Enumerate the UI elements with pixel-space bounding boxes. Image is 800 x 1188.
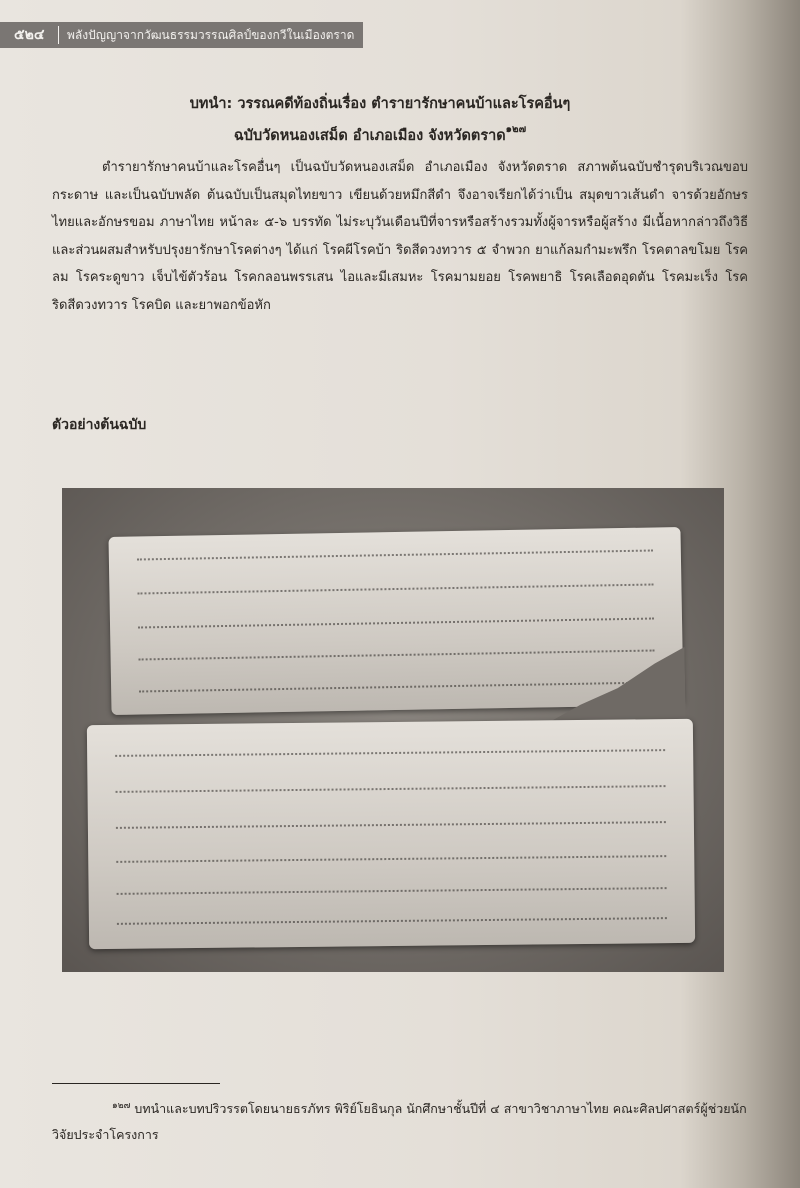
- footnote-text: [52, 1093, 748, 1148]
- page-number: ๕๒๔: [14, 27, 45, 43]
- title-line-2: [130, 117, 630, 149]
- footnote: [52, 1093, 748, 1148]
- script-line: [117, 887, 667, 897]
- torn-edge: [535, 647, 686, 730]
- manuscript-leaf-top: [108, 527, 683, 715]
- header-divider: [58, 26, 59, 44]
- script-line: [137, 584, 653, 597]
- script-line: [116, 821, 666, 831]
- script-line: [138, 617, 654, 630]
- footnote-rule: [52, 1083, 220, 1084]
- body-text: [52, 154, 748, 320]
- intro-paragraph: ตำรายารักษาคนบ้าและโรคอื่นๆ เป็นฉบับวัดหนองเสม็ด อำเภอเมือง จังหวัดตราด สภาพต้นฉบับชำรุดบริเวณขอบกระดาษ และเป็นฉบับพลัด ต้นฉบับเป็นสมุดไทยขาว เขียนด้วยหมึกสีดำ จึงอาจเรียกได้ว่าเป็น สมุดขาวเส้นดำ จารด้วยอักษรไทยและอักษรขอม ภาษาไทย หน้าละ ๕-๖ บรรทัด ไม่ระบุวันเดือนปีที่จารหรือสร้างรวมทั้งผู้จารหรือผู้สร้าง มีเนื้อหากล่าวถึงวิธีและส่วนผสมสำหรับปรุงยารักษาโรคต่างๆ ได้แก่ โรคผีโรคบ้า ริดสีดวงทวาร ๕ จำพวก ยาแก้ลมกำมะพรึก โรคตาลขโมย โรคลม โรคระดูขาว เจ็บไข้ตัวร้อน โรคกลอนพรรเสน ไอและมีเสมหะ โรคมามยอย โรคพยาธิ โรคเลือดอุดตัน โรคมะเร็ง โรคริดสีดวงทวาร โรคบิด และยาพอกข้อหัก: [52, 160, 748, 313]
- script-line: [116, 855, 666, 865]
- script-line: [139, 681, 655, 694]
- running-title: พลังปัญญาจากวัฒนธรรมวรรณศิลป์ของกวีในเมืองตราด: [67, 27, 355, 42]
- script-line: [115, 749, 665, 759]
- title-line-2-text: ฉบับวัดหนองเสม็ด อำเภอเมือง จังหวัดตราด: [233, 128, 506, 144]
- script-line: [117, 917, 667, 927]
- chapter-title: [130, 92, 630, 149]
- script-line: [137, 550, 653, 563]
- title-footnote-ref: ๑๒๗: [505, 124, 527, 135]
- running-header: [0, 22, 363, 48]
- title-line-1: บทนำ: วรรณคดีท้องถิ่นเรื่อง ตำรายารักษาคนบ้าและโรคอื่นๆ: [189, 96, 571, 112]
- manuscript-leaf-bottom: [87, 719, 695, 949]
- section-heading: ตัวอย่างต้นฉบับ: [52, 417, 147, 433]
- footnote-body: บทนำและบทปริวรรตโดยนายธรภัทร พิริย์โยธินกุล นักศึกษาชั้นปีที่ ๔ สาขาวิชาภาษาไทย คณะศิลปศาสตร์ผู้ช่วยนักวิจัยประจำโครงการ: [52, 1101, 747, 1143]
- manuscript-photograph: [62, 488, 724, 972]
- footnote-number: ๑๒๗: [112, 1101, 131, 1111]
- script-line: [139, 649, 655, 662]
- script-line: [116, 785, 666, 795]
